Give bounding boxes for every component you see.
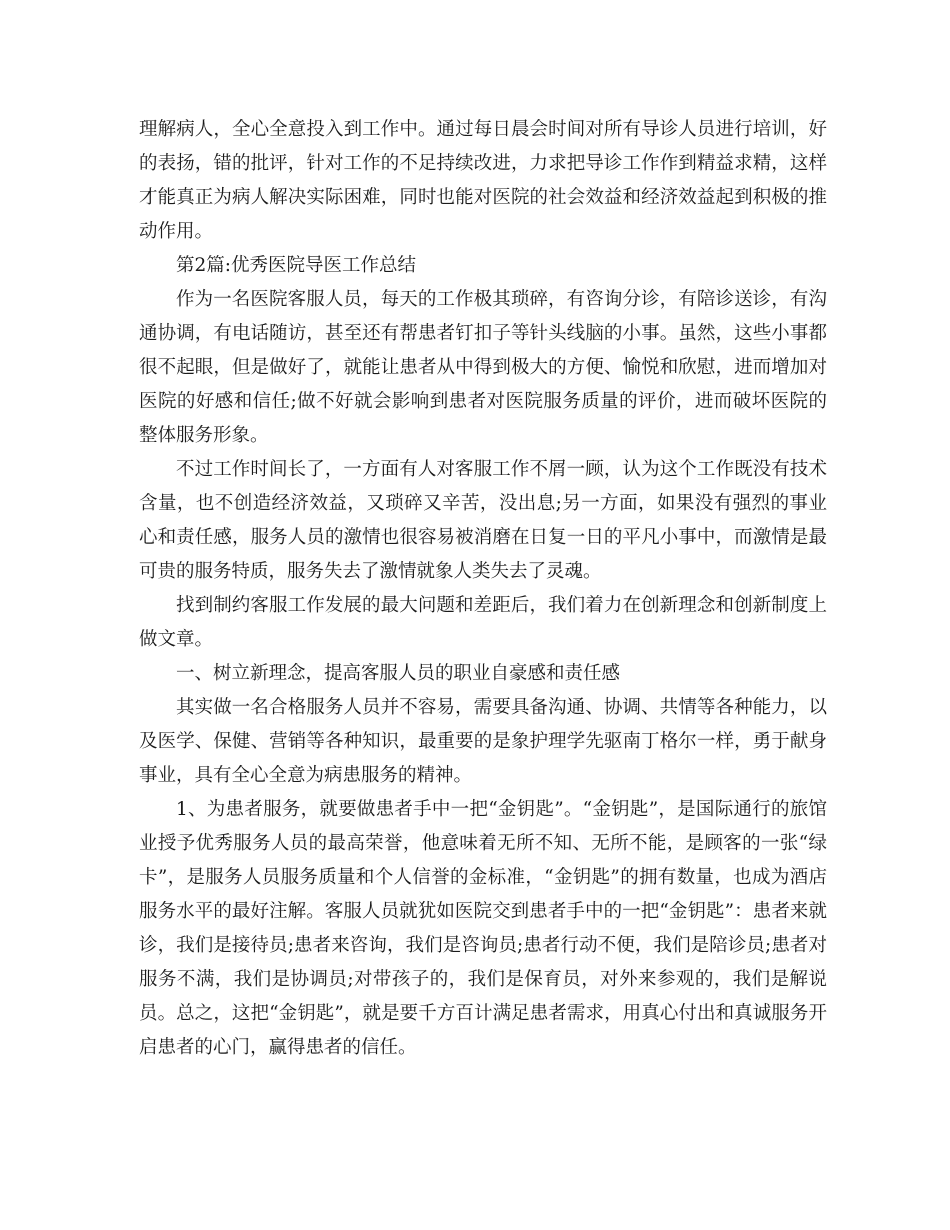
section-heading-2: 第2篇:优秀医院导医工作总结 [176,255,417,276]
paragraph-5: 找到制约客服工作发展的最大问题和差距后，我们着力在创新理念和创新制度上做文章。 [139,595,827,650]
paragraph-4: 不过工作时间长了，一方面有人对客服工作不屑一顾，认为这个工作既没有技术含量，也不创造经济效益，又琐碎又辛苦，没出息;另一方面，如果没有强烈的事业心和责任感，服务人员的激情也很容易被消磨在日复一日的平凡小事中，而激情是最可贵的服务特质，服务失去了激情就象人类失去了灵魂。 [139,459,827,582]
document-body [139,113,827,1065]
paragraph-1: 理解病人，全心全意投入到工作中。通过每日晨会时间对所有导诊人员进行培训，好的表扬，错的批评，针对工作的不足持续改进，力求把导诊工作作到精益求精，这样才能真正为病人解决实际困难，同时也能对医院的社会效益和经济效益起到积极的推动作用。 [139,119,827,242]
subheading-6: 一、树立新理念，提高客服人员的职业自豪感和责任感 [176,663,621,684]
paragraph-7: 其实做一名合格服务人员并不容易，需要具备沟通、协调、共情等各种能力，以及医学、保健、营销等各种知识，最重要的是象护理学先驱南丁格尔一样，勇于献身事业，具有全心全意为病患服务的精神。 [139,697,827,786]
paragraph-3: 作为一名医院客服人员，每天的工作极其琐碎，有咨询分诊，有陪诊送诊，有沟通协调，有电话随访，甚至还有帮患者钉扣子等针头线脑的小事。虽然，这些小事都很不起眼，但是做好了，就能让患者从中得到极大的方便、愉悦和欣慰，进而增加对医院的好感和信任;做不好就会影响到患者对医院服务质量的评价，进而破坏医院的整体服务形象。 [139,289,827,446]
paragraph-8: 1、为患者服务，就要做患者手中一把“金钥匙”。“金钥匙”，是国际通行的旅馆业授予优秀服务人员的最高荣誉，他意味着无所不知、无所不能，是顾客的一张“绿卡”，是服务人员服务质量和个人信誉的金标准，“金钥匙”的拥有数量，也成为酒店服务水平的最好注解。客服人员就犹如医院交到患者手中的一把“金钥匙”：患者来就诊，我们是接待员;患者来咨询，我们是咨询员;患者行动不便，我们是陪诊员;患者对服务不满，我们是协调员;对带孩子的，我们是保育员，对外来参观的，我们是解说员。总之，这把“金钥匙”，就是要千方百计满足患者需求，用真心付出和真诚服务开启患者的心门，赢得患者的信任。 [139,799,827,1058]
